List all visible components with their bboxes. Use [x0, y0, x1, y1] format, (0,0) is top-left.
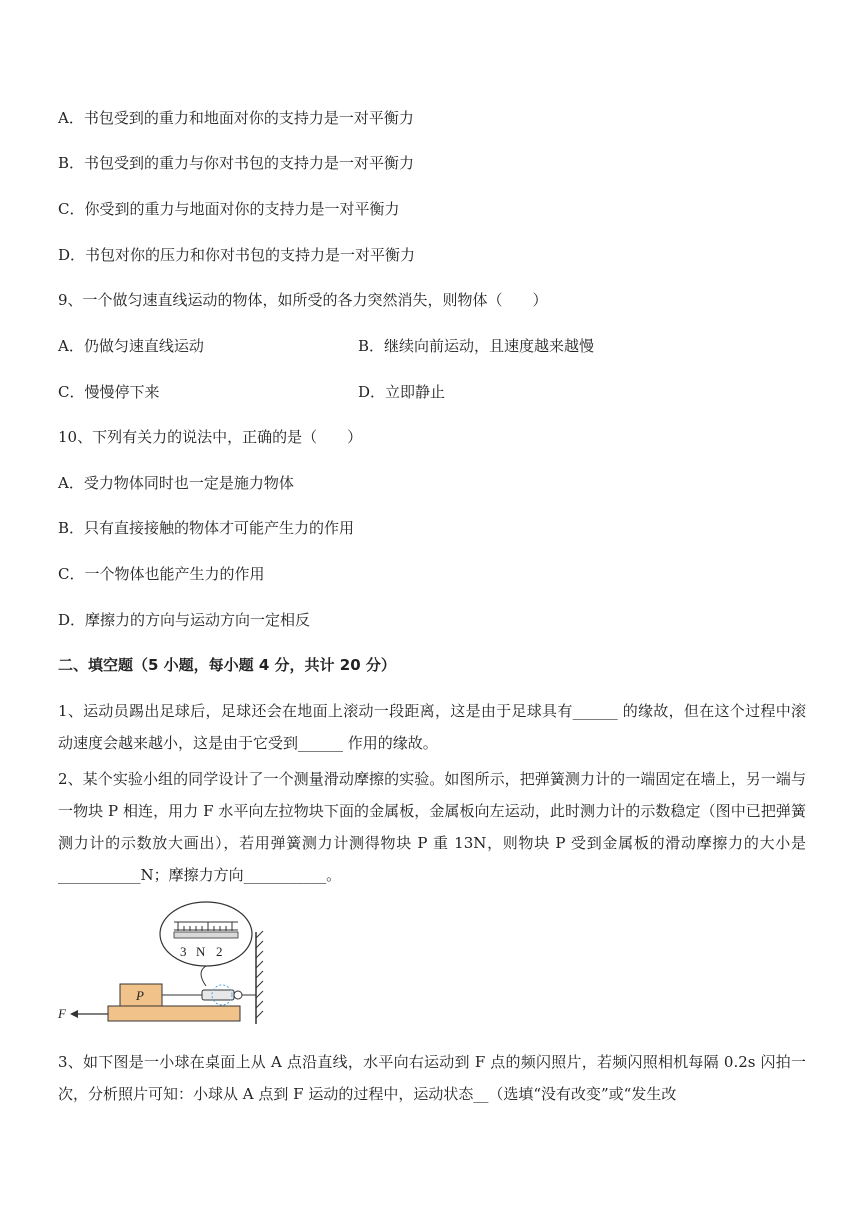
scale-label-left: 3: [180, 944, 187, 959]
fill-question-3: 3、如下图是一小球在桌面上从 A 点沿直线，水平向右运动到 F 点的频闪照片，若频闪照相机每隔 0.2s 闪拍一次，分析照片可知：小球从 A 点到 F 运动的过程中，运动状态__（选填“没有改变”或“发生改: [58, 1053, 806, 1103]
block-p-label: P: [136, 988, 144, 1003]
friction-experiment-figure: [56, 900, 276, 1030]
q9-option-b: B．继续向前运动，且速度越来越慢: [358, 337, 595, 355]
scale-unit-label: N: [196, 944, 206, 959]
q8-option-b: B．书包受到的重力与你对书包的支持力是一对平衡力: [58, 154, 415, 172]
q10-stem: 10、下列有关力的说法中，正确的是（ ）: [58, 428, 363, 446]
q8-option-a: A．书包受到的重力和地面对你的支持力是一对平衡力: [58, 109, 414, 127]
force-f-label: F: [58, 1006, 66, 1021]
q9-option-c: C．慢慢停下来: [58, 383, 160, 401]
scale-label-right: 2: [216, 944, 223, 959]
q10-option-a: A．受力物体同时也一定是施力物体: [58, 474, 294, 492]
q8-option-d: D．书包对你的压力和你对书包的支持力是一对平衡力: [58, 246, 416, 264]
q9-option-a: A．仍做匀速直线运动: [58, 337, 204, 355]
q9-stem: 9、一个做匀速直线运动的物体，如所受的各力突然消失，则物体（ ）: [58, 291, 548, 309]
q10-option-c: C．一个物体也能产生力的作用: [58, 565, 265, 583]
fill-question-1: 1、运动员踢出足球后，足球还会在地面上滚动一段距离，这是由于足球具有______ 的缘故，但在这个过程中滚动速度会越来越小，这是由于它受到______ 作用的缘故。: [58, 702, 806, 752]
q8-option-c: C．你受到的重力与地面对你的支持力是一对平衡力: [58, 200, 400, 218]
section2-title: 二、填空题（5 小题，每小题 4 分，共计 20 分）: [58, 656, 396, 674]
q10-option-b: B．只有直接接触的物体才可能产生力的作用: [58, 519, 355, 537]
q9-option-d: D．立即静止: [358, 383, 446, 401]
q10-option-d: D．摩擦力的方向与运动方向一定相反: [58, 611, 311, 629]
fill-question-2: 2、某个实验小组的同学设计了一个测量滑动摩擦的实验。如图所示，把弹簧测力计的一端固定在墙上，另一端与一物块 P 相连，用力 F 水平向左拉物块下面的金属板，金属板向左运动，此时测力计的示数稳定（图中已把弹簧测力计的示数放大画出），若用弹簧测力计测得物块 P 重 13N，则物块 P 受到金属板的滑动摩擦力的大小是___________N；摩擦力方向___________。: [58, 770, 806, 884]
friction-diagram: [56, 900, 276, 1030]
